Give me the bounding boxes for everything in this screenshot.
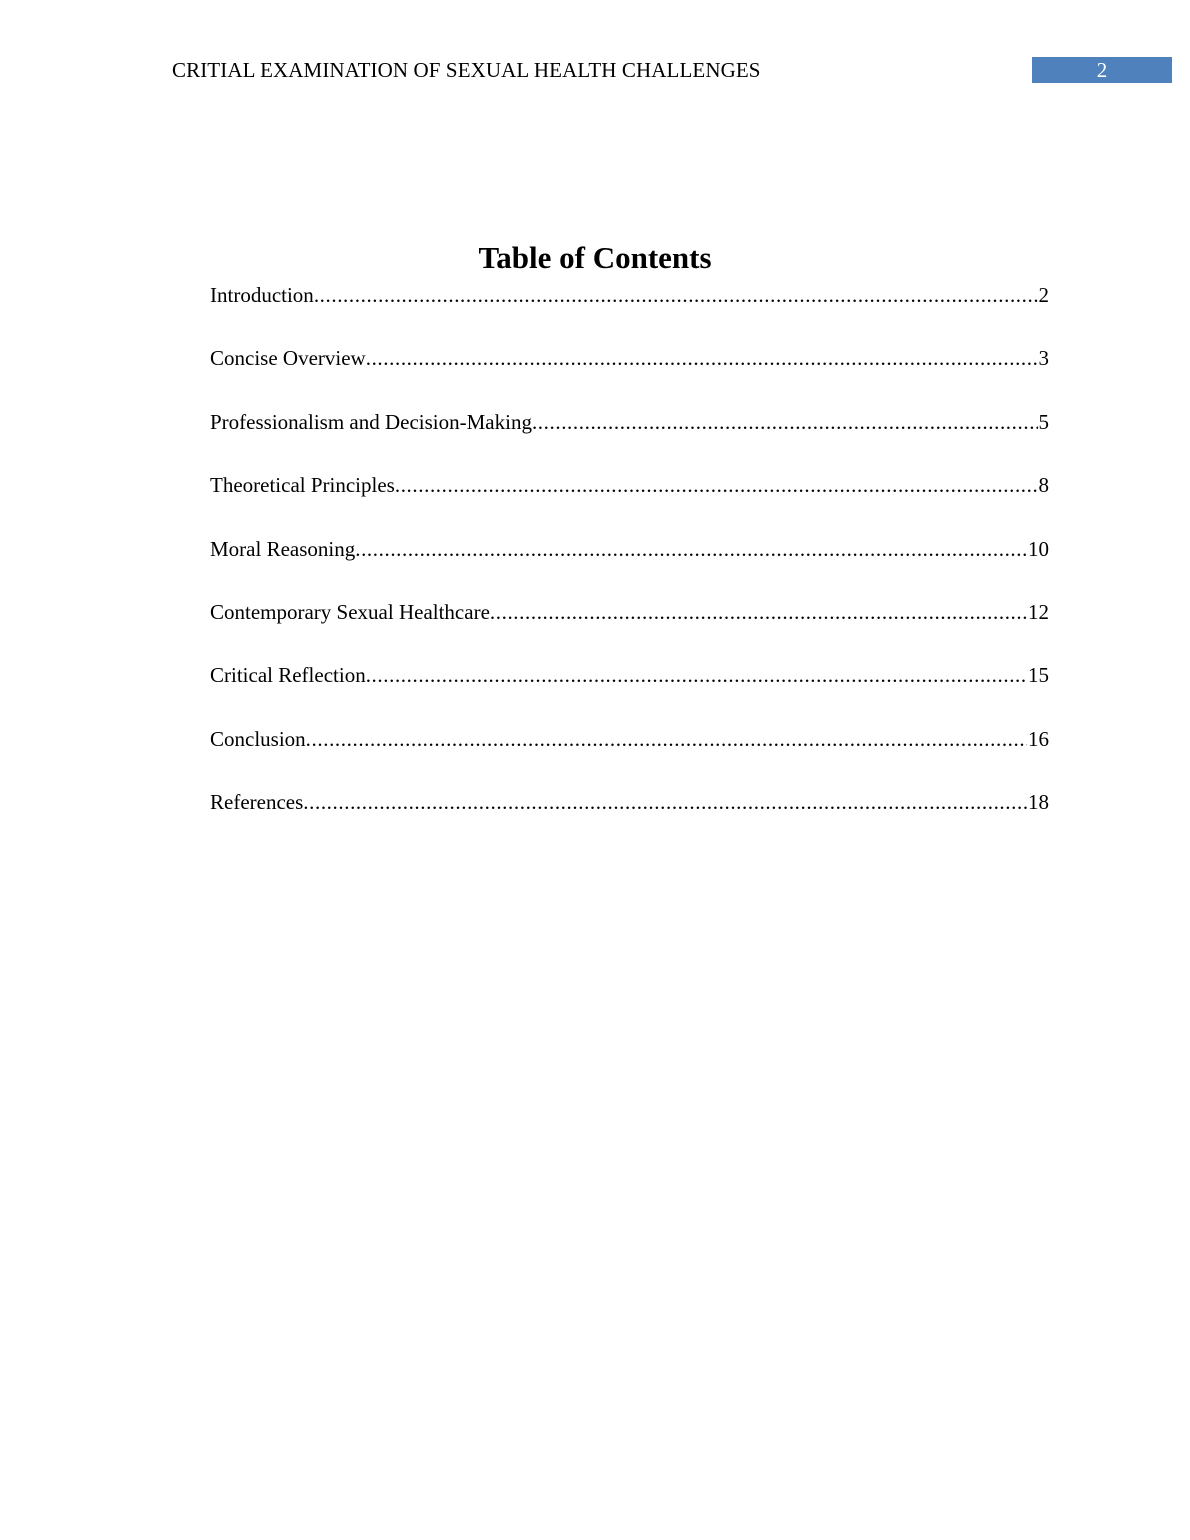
toc-list (210, 281, 1049, 852)
toc-entry-contemporary-sexual-healthcare[interactable] (210, 598, 1049, 661)
toc-entry-label: Critical Reflection (210, 663, 366, 688)
toc-entry-page: 16 (1028, 726, 1049, 751)
toc-entry-page: 2 (1038, 283, 1049, 307)
toc-dot-leader (306, 725, 1027, 753)
toc-entry-page: 5 (1038, 409, 1049, 434)
toc-dot-leader (303, 788, 1027, 816)
toc-entry-moral-reasoning[interactable] (210, 535, 1049, 598)
toc-entry-references[interactable] (210, 788, 1049, 851)
toc-entry-label: Contemporary Sexual Healthcare (210, 599, 490, 624)
toc-entry-concise-overview[interactable] (210, 344, 1049, 407)
toc-dot-leader (314, 281, 1038, 309)
toc-entry-theoretical-principles[interactable] (210, 471, 1049, 534)
toc-entry-page: 12 (1028, 599, 1049, 624)
toc-entry-label: Professionalism and Decision-Making (210, 409, 532, 434)
toc-dot-leader (366, 344, 1038, 372)
page-number-badge: 2 (1032, 57, 1172, 83)
toc-entry-label: Moral Reasoning (210, 536, 356, 561)
toc-entry-page: 15 (1028, 663, 1049, 688)
toc-dot-leader (395, 471, 1038, 499)
toc-entry-page: 18 (1028, 790, 1049, 815)
toc-entry-introduction[interactable] (210, 281, 1049, 344)
toc-entry-label: Concise Overview (210, 346, 366, 371)
toc-entry-label: Conclusion (210, 726, 306, 751)
toc-dot-leader (490, 598, 1027, 626)
toc-entry-conclusion[interactable] (210, 725, 1049, 788)
toc-entry-page: 8 (1038, 473, 1049, 498)
toc-entry-critical-reflection[interactable] (210, 661, 1049, 724)
toc-dot-leader (532, 408, 1038, 436)
toc-entry-label: Introduction (210, 283, 314, 307)
toc-entry-page: 10 (1028, 536, 1049, 561)
toc-entry-label: Theoretical Principles (210, 473, 395, 498)
running-header-title: CRITIAL EXAMINATION OF SEXUAL HEALTH CHALLENGES (172, 58, 761, 82)
toc-entry-professionalism[interactable] (210, 408, 1049, 471)
toc-entry-page: 3 (1038, 346, 1049, 371)
toc-heading: Table of Contents (478, 240, 712, 275)
toc-dot-leader (366, 661, 1027, 689)
toc-entry-label: References (210, 790, 304, 815)
toc-dot-leader (355, 535, 1027, 563)
